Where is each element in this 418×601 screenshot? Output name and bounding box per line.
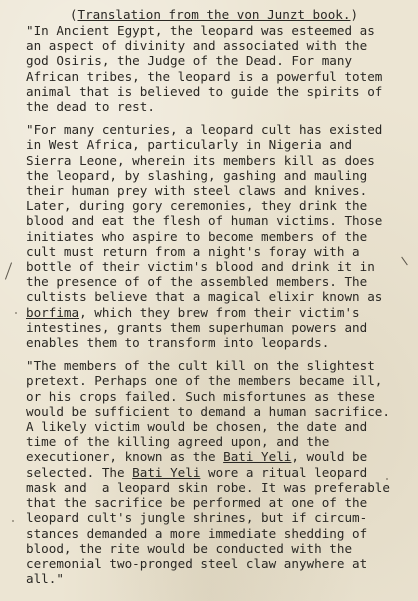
text-line [26, 305, 360, 320]
paragraph-egypt [26, 23, 408, 114]
text-line: the presence of of the assembled members. The [26, 274, 368, 290]
text-line [26, 465, 367, 480]
text-line: Later, during gory ceremonies, they drink the [26, 198, 368, 214]
paper-speck [386, 478, 388, 480]
text-line-after: , would be [291, 449, 368, 465]
text-line-before: executioner, known as the [26, 449, 224, 465]
paragraph-leopard-cult [26, 122, 408, 350]
text-line: the leopard, by slashing, gashing and mauling [26, 167, 368, 183]
heading-open-paren: ( [69, 7, 78, 22]
text-line: Sierra Leone, wherein its members kill as does [26, 152, 375, 168]
paragraph-sacrifice [26, 358, 408, 586]
term-bati-yeli: Bati Yeli [132, 464, 201, 480]
text-line: "For many centuries, a leopard cult has existed [26, 122, 383, 138]
text-line: cult must return from a night's foray with a [26, 243, 360, 259]
text-line: time of the killing agreed upon, and the [26, 434, 330, 450]
translation-heading [26, 7, 408, 23]
text-line: enables them to transform into leopards. [26, 335, 330, 351]
text-line: intestines, grants them superhuman powers and [26, 319, 368, 335]
text-line: the dead to rest. [26, 99, 155, 115]
text-line-after: wore a ritual leopard [200, 464, 368, 480]
paper-speck [12, 520, 14, 522]
text-line: "The members of the cult kill on the slightest [26, 358, 375, 374]
text-line: mask and a leopard skin robe. It was preferable [26, 479, 390, 495]
text-line: an aspect of divinity and associated with the [26, 38, 368, 54]
text-line: African tribes, the leopard is a powerful totem [26, 68, 383, 84]
text-line: A likely victim would be chosen, the date and [26, 419, 368, 435]
text-line: all." [26, 571, 64, 587]
text-line: ceremonial two-pronged steel claw anywhere at [26, 555, 368, 571]
text-line: stances demanded a more immediate shedding of [26, 525, 368, 541]
text-line: bottle of their victim's blood and drink it in [26, 259, 375, 275]
text-line: in West Africa, particularly in Nigeria and [26, 137, 353, 153]
text-line [26, 449, 367, 464]
text-line: animal that is believed to guide the spirits of [26, 83, 383, 99]
text-line: "In Ancient Egypt, the leopard was esteemed as [26, 23, 375, 38]
text-line: or his crops failed. Such misfortunes as these [26, 388, 375, 404]
heading-title: Translation from the von Junzt book. [77, 7, 351, 22]
text-line: blood, the rite would be conducted with the [26, 540, 353, 556]
term-borfima: borfima [26, 304, 80, 320]
text-line: pretext. Perhaps one of the members became ill, [26, 373, 383, 389]
text-line: initiates who aspire to become members of the [26, 228, 368, 244]
paper-speck [15, 312, 17, 314]
text-line: their human prey with steel claws and knives. [26, 183, 368, 199]
text-line: leopard cult's jungle shrines, but if circum- [26, 510, 368, 526]
text-line: cultists believe that a magical elixir known as [26, 289, 383, 305]
text-line: god Osiris, the Judge of the Dead. For many [26, 53, 353, 69]
text-line: would be sufficient to demand a human sacrifice. [26, 403, 390, 419]
text-line-rest: , which they brew from their victim's [79, 304, 360, 320]
text-line: that the sacrifice be performed at one of the [26, 495, 368, 511]
text-line-before: selected. The [26, 464, 133, 480]
heading-close-paren: ) [350, 7, 359, 22]
text-line: blood and eat the flesh of human victims. Those [26, 213, 383, 229]
term-bati-yeli: Bati Yeli [223, 449, 292, 465]
